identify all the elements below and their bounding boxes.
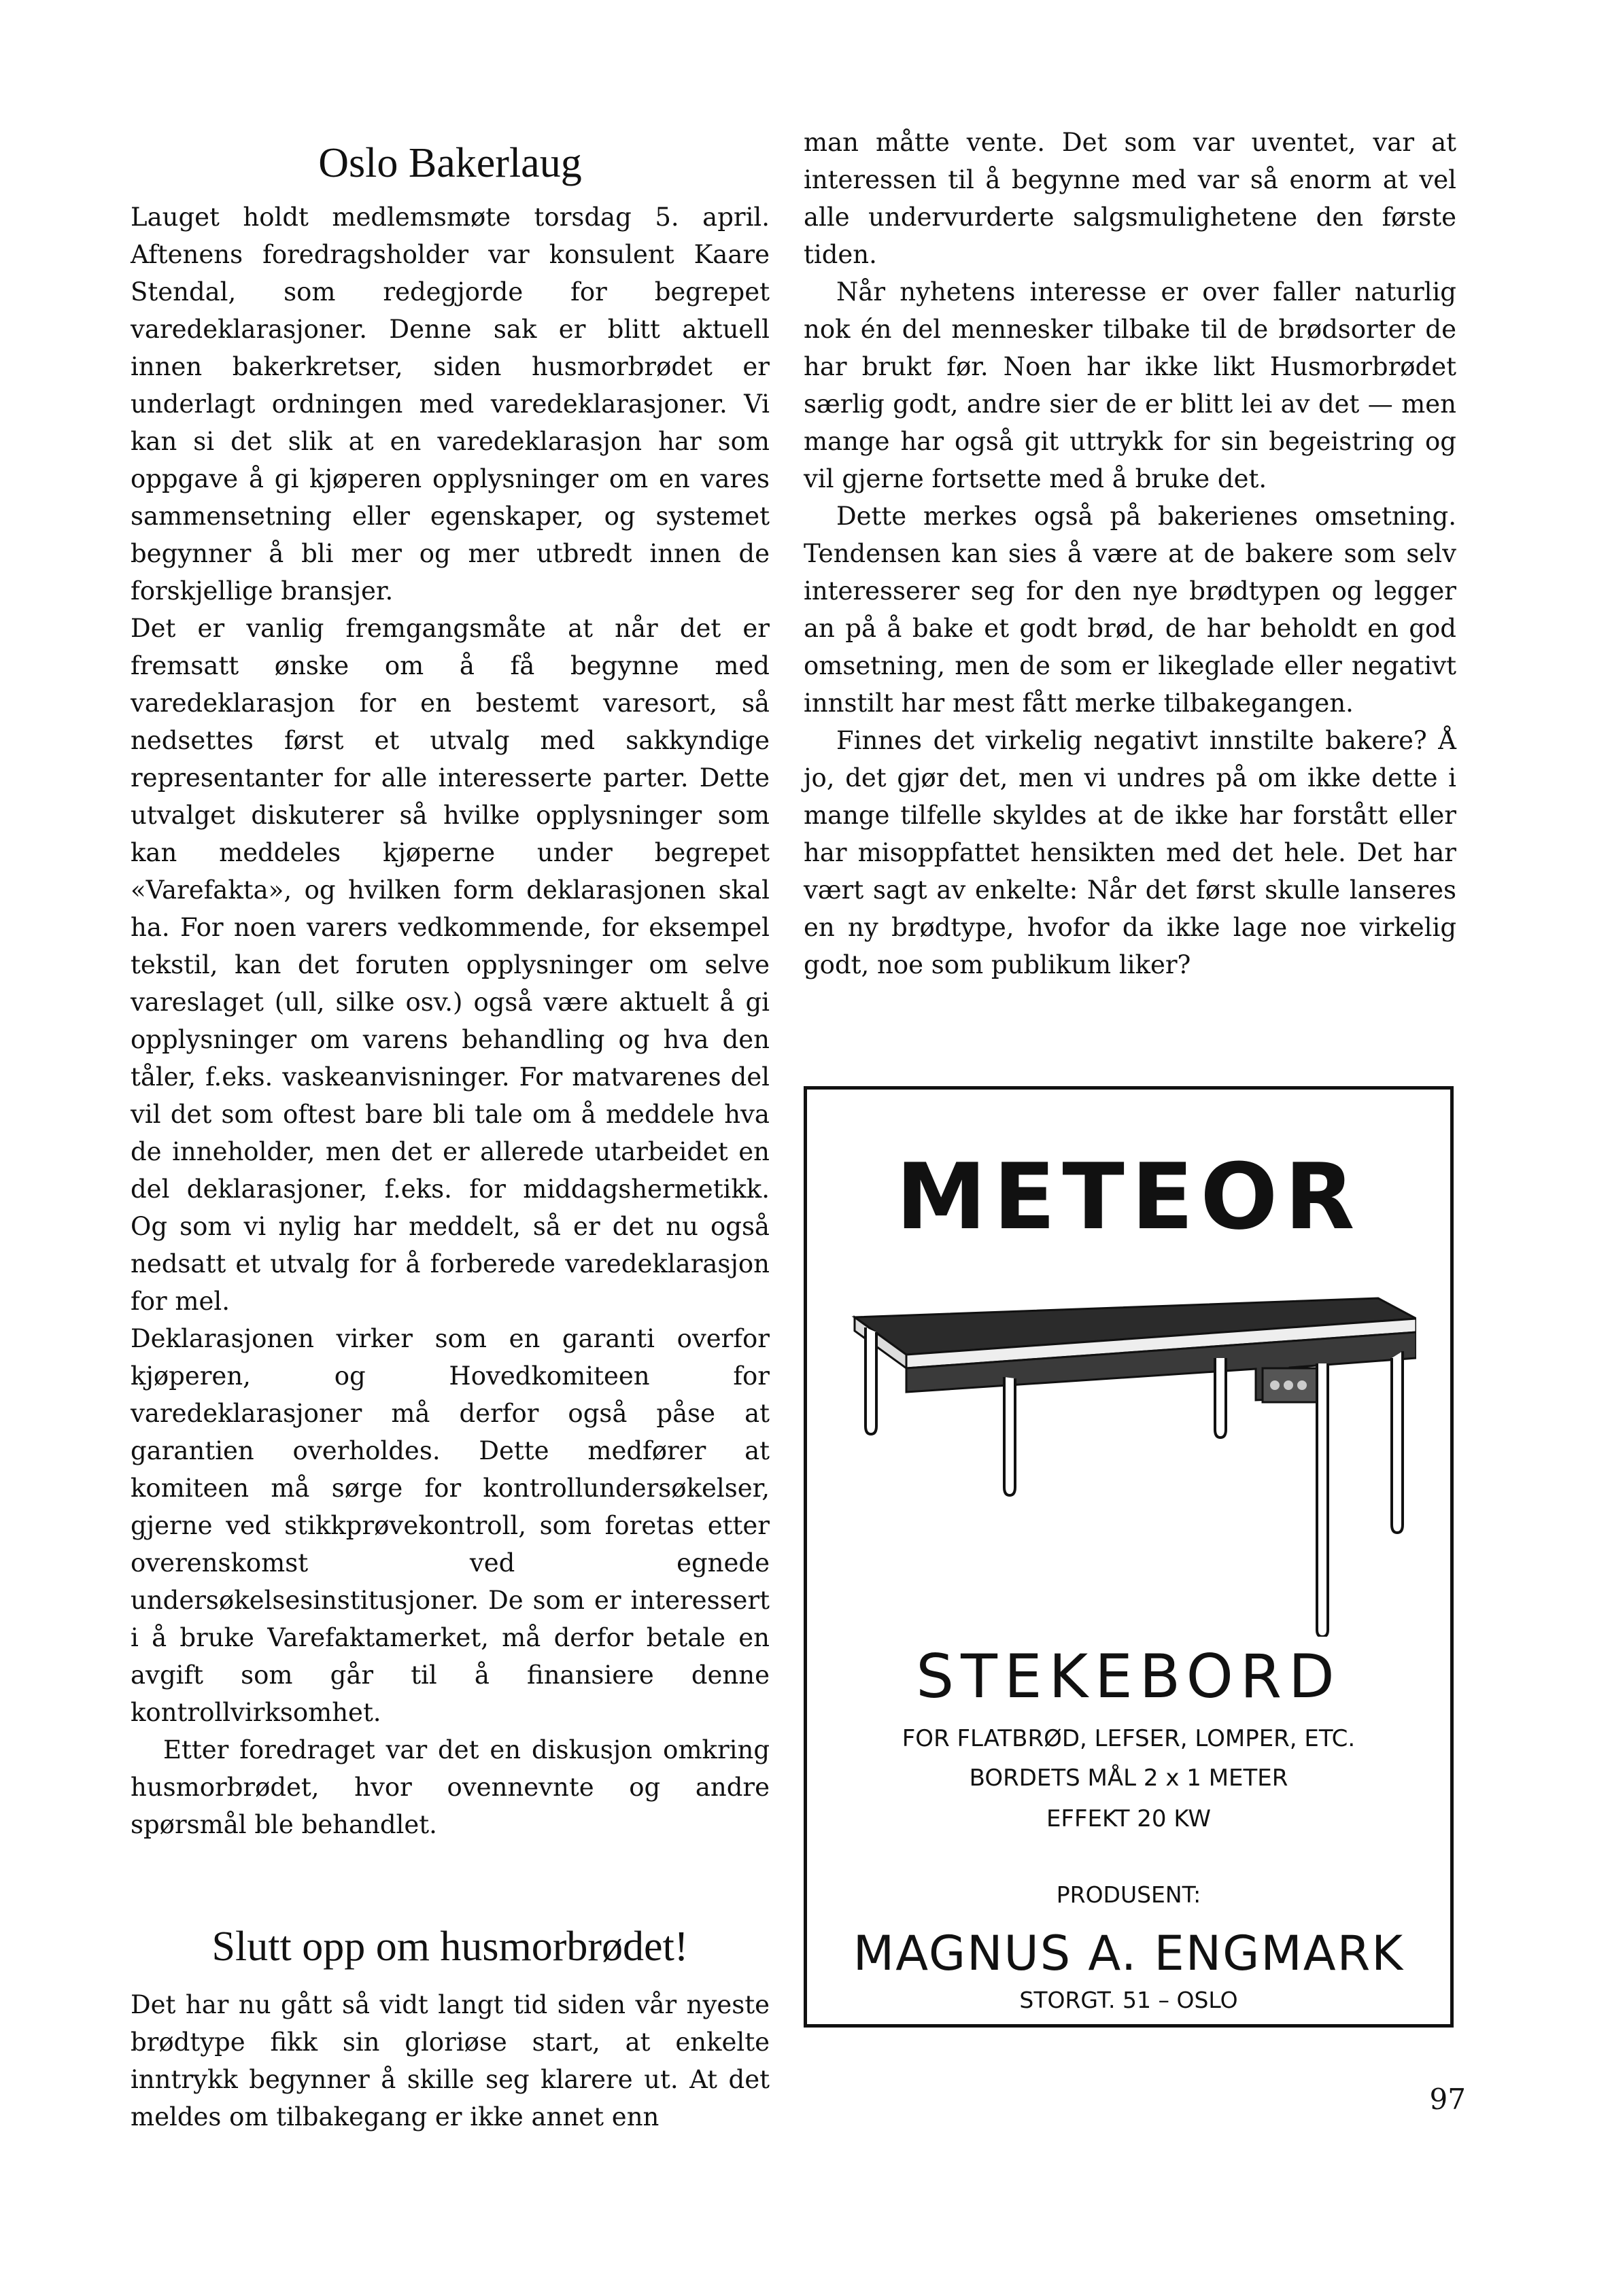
article1-paragraph-2: Det er vanlig fremgangsmåte at når det er fremsatt ønske om å få begynne med varedeklarasjon for en bestemt varesort, så nedsettes først et utvalg med sakkyndige representanter for alle interesserte parter. Dette utvalget diskuterer så hvilke opplysninger som kan meddeles kjøperne under begrepet «Varefakta», og hvilken form deklarasjonen skal ha. For noen varers vedkommende, for eksempel tekstil, kan det foruten opplysninger om selve vareslaget (ull, silke osv.) også være aktuelt å gi opplysninger om varens behandling og hva den tåler, f.eks. vaskeanvisninger. For matvarenes del vil det som oftest bare bli tale om å meddele hva de inneholder, men det er allerede utarbeidet en del deklarasjoner, f.eks. for middagshermetikk. Og som vi nylig har meddelt, så er det nu også nedsatt et utvalg for å forberede varedeklarasjon for mel. — [131, 614, 770, 1317]
article1-paragraph-1: Lauget holdt medlemsmøte torsdag 5. april. Aftenens foredragsholder var konsulent Kaare Stendal, som redegjorde for begrepet varedeklarasjoner. Denne sak er blitt aktuell innen bakerkretser, siden husmorbrødet er underlagt ordningen med varedeklarasjoner. Vi kan si det slik at en varedeklarasjon har som oppgave å gi kjøperen opplysninger om en vares sammensetning eller egenskaper, og systemet begynner å bli mer og mer utbredt innen de forskjellige bransjer. — [131, 203, 770, 606]
article2-paragraph-2: Når nyhetens interesse er over faller naturlig nok én del mennesker tilbake til de brødsorter de har brukt før. Noen har ikke likt Husmorbrødet særlig godt, andre sier de er blitt lei av det — men mange har også git uttrykk for sin begeistring og vil gjerne fortsette med å bruke det. — [804, 277, 1456, 493]
ad-producer-label: PRODUSENT: — [1056, 1881, 1201, 1908]
ad-dimensions-line: BORDETS MÅL 2 x 1 METER — [969, 1764, 1288, 1792]
ad-power-line: EFFEKT 20 KW — [1046, 1805, 1212, 1832]
article2-paragraph-3: Dette merkes også på bakerienes omsetning. Tendensen kan sies å være at de bakere som selv interesserer seg for den nye brødtypen og legger an på å bake et godt brød, de har beholdt en god omsetning, men de som er likeglade eller negativt innstilt har mest fått merke tilbakegangen. — [804, 502, 1456, 718]
ad-brand-name: METEOR — [895, 1144, 1362, 1250]
article2-paragraph-left: Det har nu gått så vidt langt tid siden vår nyeste brødtype fikk sin gloriøse start, at enkelte inntrykk begynner å skille seg klarere ut. At det meldes om tilbakegang er ikke annet enn — [131, 1990, 770, 2132]
ad-description-line: FOR FLATBRØD, LEFSER, LOMPER, ETC. — [902, 1725, 1356, 1752]
meteor-advertisement — [804, 1086, 1454, 2028]
ad-company-name: MAGNUS A. ENGMARK — [853, 1926, 1405, 1981]
article-title-oslo-bakerlaug: Oslo Bakerlaug — [318, 140, 582, 186]
ad-product-name: STEKEBORD — [916, 1641, 1341, 1711]
baking-table-illustration — [848, 1283, 1416, 1637]
page-number: 97 — [1429, 2083, 1466, 2116]
article1-paragraph-4: Etter foredraget var det en diskusjon omkring husmorbrødet, hvor ovennevnte og andre spørsmål ble behandlet. — [131, 1735, 770, 1840]
right-column — [804, 124, 1456, 984]
article2-paragraph-1: man måtte vente. Det som var uventet, var at interessen til å begynne med var så enorm at vel alle undervurderte salgsmulighetene den første tiden. — [804, 128, 1456, 269]
article1-paragraph-3: Deklarasjonen virker som en garanti overfor kjøperen, og Hovedkomiteen for varedeklarasjoner må derfor også påse at garantien overholdes. Dette medfører at komiteen må sørge for kontrollundersøkelser, gjerne ved stikkprøvekontroll, som foretas etter overenskomst ved egnede undersøkelsesinstitusjoner. De som er interessert i å bruke Varefaktamerket, må derfor betale en avgift som går til å finansiere denne kontrollvirksomhet. — [131, 1324, 770, 1728]
article2-paragraph-4: Finnes det virkelig negativt innstilte bakere? Å jo, det gjør det, men vi undres på om ikke dette i mange tilfelle skyldes at de ikke har forstått eller har misoppfattet hensikten med det hele. Det har vært sagt av enkelte: Når det først skulle lanseres en ny brødtype, hvofor da ikke lage noe virkelig godt, noe som publikum liker? — [804, 726, 1456, 979]
ad-address: STORGT. 51 – OSLO — [1019, 1987, 1238, 2013]
left-column — [131, 116, 770, 2136]
article-title-slutt-opp: Slutt opp om husmorbrødet! — [211, 1924, 689, 1970]
